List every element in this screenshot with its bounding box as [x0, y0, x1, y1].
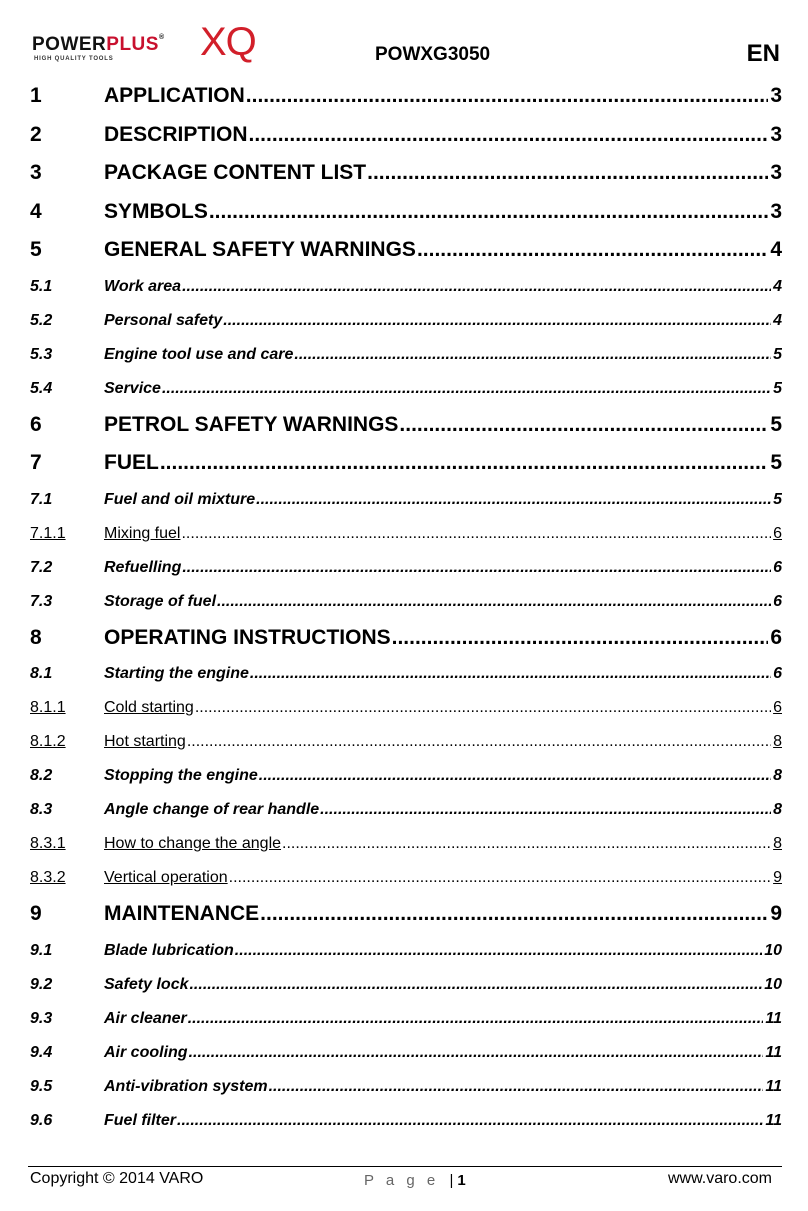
toc-entry-page: 6 — [773, 592, 782, 610]
toc-entry[interactable] — [30, 445, 782, 484]
toc-entry[interactable] — [30, 726, 782, 760]
toc-entry[interactable] — [30, 1003, 782, 1037]
toc-entry-title: Vertical operation — [104, 869, 228, 886]
toc-dot-leader — [250, 665, 771, 683]
toc-dot-leader — [259, 767, 771, 785]
toc-dot-leader — [417, 238, 768, 262]
toc-dot-leader — [182, 559, 771, 577]
logo-tagline: HIGH QUALITY TOOLS — [34, 56, 114, 62]
toc-entry-title: Hot starting — [104, 733, 186, 750]
website-link[interactable]: www.varo.com — [667, 1170, 772, 1187]
toc-entry[interactable] — [30, 194, 782, 233]
toc-entry-number: 7.1.1 — [30, 524, 66, 542]
toc-entry-page: 5 — [773, 345, 782, 363]
toc-entry-page: 3 — [770, 199, 782, 223]
toc-dot-leader — [182, 278, 771, 296]
table-of-contents — [30, 78, 782, 1139]
toc-entry-page: 8 — [773, 733, 782, 750]
page-indicator — [364, 1172, 466, 1189]
toc-entry-page: 10 — [764, 975, 782, 993]
toc-entry-title: Angle change of rear handle — [104, 801, 320, 818]
toc-entry-page: 11 — [765, 1077, 782, 1095]
toc-entry-page: 11 — [765, 1043, 782, 1061]
toc-entry-number: 9.1 — [30, 941, 53, 959]
toc-entry-number: 7 — [30, 451, 42, 474]
toc-entry-number: 8 — [30, 625, 42, 649]
toc-entry-number: 9 — [30, 902, 42, 925]
toc-dot-leader — [399, 413, 768, 437]
toc-entry-number: 8.1 — [30, 665, 53, 682]
toc-entry-title: Safety lock — [104, 975, 189, 993]
language-code: EN — [746, 40, 780, 67]
toc-entry[interactable] — [30, 760, 782, 794]
toc-entry-page: 3 — [770, 122, 782, 146]
toc-entry-number: 6 — [30, 412, 42, 436]
toc-dot-leader — [260, 902, 768, 926]
toc-entry[interactable] — [30, 1071, 782, 1105]
copyright-text: Copyright © 2014 VARO — [30, 1170, 204, 1187]
toc-entry-number: 8.2 — [30, 767, 53, 784]
toc-entry-title: PACKAGE CONTENT LIST — [104, 161, 367, 184]
toc-dot-leader — [235, 942, 762, 960]
toc-entry[interactable] — [30, 935, 782, 969]
toc-entry-title: Mixing fuel — [104, 524, 181, 542]
toc-entry[interactable] — [30, 552, 782, 586]
toc-entry[interactable] — [30, 305, 782, 339]
page-label: P a g e — [364, 1172, 440, 1189]
toc-dot-leader — [256, 491, 771, 509]
toc-entry[interactable] — [30, 794, 782, 828]
toc-entry-title: Starting the engine — [104, 665, 249, 682]
toc-entry-number: 5 — [30, 238, 42, 261]
toc-dot-leader — [249, 123, 769, 147]
toc-entry-page: 5 — [773, 379, 782, 397]
toc-entry-page: 8 — [773, 801, 782, 818]
toc-dot-leader — [187, 733, 771, 751]
toc-entry[interactable] — [30, 155, 782, 194]
toc-entry-number: 7.1 — [30, 490, 53, 508]
toc-entry-page: 4 — [773, 311, 782, 329]
toc-entry-title: Service — [104, 379, 161, 397]
toc-entry-page: 5 — [770, 451, 782, 474]
toc-entry-page: 5 — [773, 490, 782, 508]
toc-entry-title: PETROL SAFETY WARNINGS — [104, 412, 399, 436]
toc-dot-leader — [392, 626, 769, 650]
toc-entry-number: 3 — [30, 161, 42, 184]
toc-entry-title: Refuelling — [104, 558, 182, 576]
toc-entry-page: 6 — [773, 558, 782, 576]
toc-entry[interactable] — [30, 271, 782, 305]
toc-dot-leader — [181, 525, 771, 543]
toc-entry-title: GENERAL SAFETY WARNINGS — [104, 238, 416, 261]
toc-entry-page: 4 — [773, 277, 782, 295]
footer-divider — [28, 1166, 782, 1167]
toc-entry-title: Stopping the engine — [104, 767, 258, 784]
toc-dot-leader — [282, 835, 771, 853]
toc-entry[interactable] — [30, 407, 782, 446]
toc-entry[interactable] — [30, 1037, 782, 1071]
toc-entry-number: 9.6 — [30, 1111, 53, 1129]
toc-entry[interactable] — [30, 518, 782, 552]
toc-entry-title: Work area — [104, 277, 182, 295]
toc-entry[interactable] — [30, 117, 782, 156]
toc-dot-leader — [367, 161, 768, 185]
page-separator: | — [449, 1172, 454, 1189]
page-header — [30, 18, 782, 66]
toc-dot-leader — [162, 380, 771, 398]
powerplus-xq-logo — [32, 22, 272, 66]
toc-entry-page: 6 — [773, 699, 782, 716]
toc-entry[interactable] — [30, 896, 782, 935]
toc-entry[interactable] — [30, 692, 782, 726]
toc-entry-page: 3 — [770, 84, 782, 107]
logo-xq-mark: XQ — [200, 20, 256, 64]
toc-entry[interactable] — [30, 232, 782, 271]
toc-entry-number: 1 — [30, 84, 42, 107]
toc-entry-page: 6 — [773, 524, 782, 542]
page-number: 1 — [457, 1172, 466, 1189]
toc-entry-page: 8 — [773, 835, 782, 852]
toc-entry-page: 8 — [773, 767, 782, 784]
toc-entry-number: 9.2 — [30, 975, 53, 993]
toc-dot-leader — [189, 976, 762, 994]
toc-entry-number: 9.5 — [30, 1077, 53, 1095]
toc-dot-leader — [177, 1112, 763, 1130]
toc-entry-number: 5.1 — [30, 277, 53, 295]
logo-wordmark: POWERPLUS® — [32, 34, 165, 55]
toc-entry-number: 8.3.2 — [30, 869, 66, 886]
toc-entry-number: 2 — [30, 122, 42, 146]
toc-entry-page: 4 — [770, 238, 782, 261]
toc-entry[interactable] — [30, 586, 782, 620]
toc-entry[interactable] — [30, 373, 782, 407]
toc-entry[interactable] — [30, 658, 782, 692]
toc-dot-leader — [320, 801, 771, 819]
toc-entry-title: Anti-vibration system — [104, 1077, 268, 1095]
toc-entry[interactable] — [30, 339, 782, 373]
toc-dot-leader — [189, 1044, 764, 1062]
toc-entry-title: Storage of fuel — [104, 592, 217, 610]
toc-entry-title: FUEL — [104, 451, 159, 474]
toc-entry-number: 5.4 — [30, 379, 53, 397]
toc-entry-number: 8.1.2 — [30, 733, 66, 750]
toc-entry-title: Air cooling — [104, 1043, 188, 1061]
toc-entry[interactable] — [30, 1105, 782, 1139]
toc-dot-leader — [294, 346, 771, 364]
toc-entry-title: How to change the angle — [104, 835, 282, 852]
toc-entry-title: Fuel filter — [104, 1111, 177, 1129]
toc-entry-page: 10 — [764, 941, 782, 959]
toc-entry-page: 9 — [770, 902, 782, 925]
toc-entry-number: 5.3 — [30, 345, 53, 363]
toc-entry[interactable] — [30, 484, 782, 518]
toc-entry-number: 8.3 — [30, 801, 53, 818]
toc-dot-leader — [217, 593, 771, 611]
toc-entry-title: Cold starting — [104, 699, 194, 716]
toc-dot-leader — [160, 451, 768, 475]
toc-dot-leader — [209, 200, 768, 224]
toc-entry[interactable] — [30, 620, 782, 659]
toc-entry-page: 6 — [770, 625, 782, 649]
toc-entry-page: 6 — [773, 665, 782, 682]
toc-dot-leader — [223, 312, 771, 330]
toc-dot-leader — [229, 869, 771, 887]
toc-entry[interactable] — [30, 969, 782, 1003]
toc-dot-leader — [246, 84, 769, 108]
model-number: POWXG3050 — [375, 44, 491, 65]
page-footer — [30, 1170, 782, 1192]
toc-entry[interactable] — [30, 862, 782, 896]
toc-entry[interactable] — [30, 828, 782, 862]
toc-entry-page: 11 — [765, 1009, 782, 1027]
toc-entry-number: 4 — [30, 199, 42, 223]
toc-entry-title: OPERATING INSTRUCTIONS — [104, 625, 391, 649]
toc-entry-page: 3 — [770, 161, 782, 184]
toc-dot-leader — [269, 1078, 764, 1096]
toc-entry-title: Blade lubrication — [104, 941, 234, 959]
toc-dot-leader — [188, 1010, 764, 1028]
toc-entry[interactable] — [30, 78, 782, 117]
toc-dot-leader — [195, 699, 771, 717]
toc-entry-title: SYMBOLS — [104, 199, 208, 223]
toc-entry-number: 5.2 — [30, 311, 53, 329]
toc-entry-page: 9 — [773, 869, 782, 886]
toc-entry-number: 7.3 — [30, 592, 53, 610]
toc-entry-title: Air cleaner — [104, 1009, 187, 1027]
toc-entry-page: 11 — [765, 1111, 782, 1129]
toc-entry-title: Fuel and oil mixture — [104, 490, 256, 508]
toc-entry-title: DESCRIPTION — [104, 122, 248, 146]
toc-entry-number: 8.3.1 — [30, 835, 66, 852]
toc-entry-title: Personal safety — [104, 311, 223, 329]
toc-entry-title: Engine tool use and care — [104, 345, 294, 363]
toc-entry-title: MAINTENANCE — [104, 902, 260, 925]
toc-entry-number: 8.1.1 — [30, 699, 66, 716]
toc-entry-number: 7.2 — [30, 558, 53, 576]
toc-entry-title: APPLICATION — [104, 84, 245, 107]
toc-entry-number: 9.4 — [30, 1043, 53, 1061]
toc-entry-number: 9.3 — [30, 1009, 53, 1027]
toc-entry-page: 5 — [770, 412, 782, 436]
